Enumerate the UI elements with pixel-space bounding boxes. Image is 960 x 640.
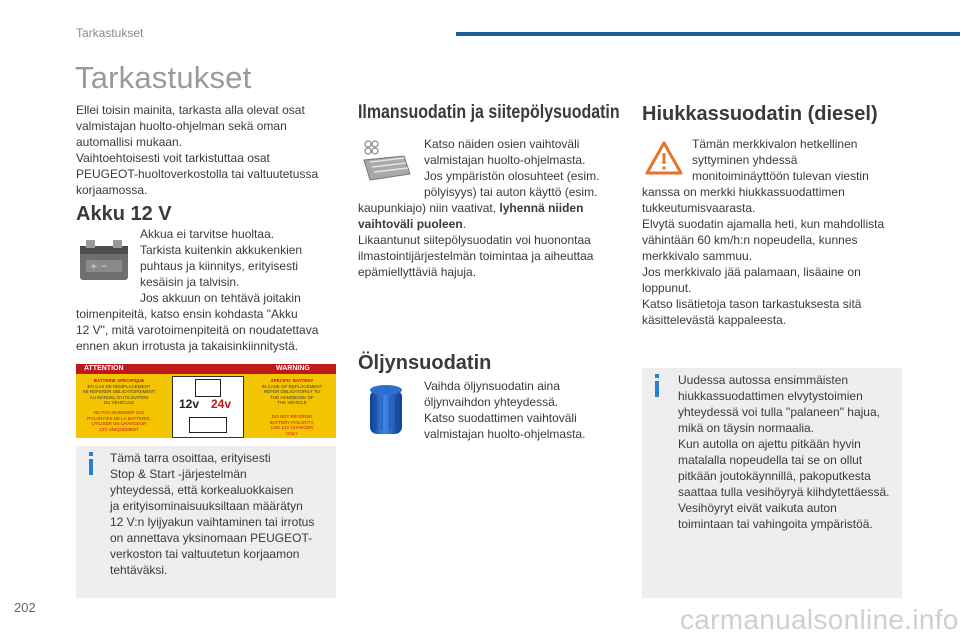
info-icon: [86, 452, 104, 476]
diesel-info-box: [642, 368, 902, 598]
oil-filter-text: Vaihda öljynsuodatin aina öljynvaihdon yhteydessä. Katso suodattimen vaihtoväli valmistajan huolto-ohjelmasta.: [424, 379, 586, 441]
diesel-filter-heading: Hiukkassuodatin (diesel): [642, 103, 878, 125]
label-left-bottom: NE PAS INVERSER LES POLARITES DE LA BATTERIE, UTILISER UN CHARGEUR 12V UNIQUEMENT: [87, 410, 151, 432]
page-number: 202: [14, 600, 36, 615]
oil-filter-heading: Öljynsuodatin: [358, 352, 492, 374]
info-icon: [652, 374, 670, 398]
oil-filter-icon: [364, 382, 410, 438]
air-filter-heading: Ilmansuodatin ja siitepölysuodatin: [358, 102, 620, 123]
warning-triangle-icon: [644, 140, 684, 176]
watermark: carmanualsonline.info: [680, 604, 959, 635]
header-rule: [456, 32, 960, 36]
air-filter-text-indent: Katso näiden osien vaihtoväli valmistajan huolto-ohjelmasta. Jos ympäristön olosuhteet (esim. pölyisyys) tai auton käyttö (esim.: [424, 137, 600, 199]
running-header: Tarkastukset: [76, 26, 144, 40]
battery-info-box: [76, 446, 336, 598]
intro-paragraph: Ellei toisin mainita, tarkasta alla olevat osat valmistajan huolto-ohjelman sekä oman automallisi mukaan. Vaihtoehtoisesti voit tarkistuttaa osat PEUGEOT-huoltoverkostolla tai valtuutetussa korjaamossa.: [76, 103, 319, 197]
battery-heading: Akku 12 V: [76, 203, 172, 225]
battery-text-rest: toimenpiteitä, katso ensin kohdasta "Akku 12 V", mitä varotoimenpiteitä on noudatettava ennen akun irrotusta ja takaisinkiinnitystä.: [76, 307, 319, 353]
label-left-top: BATTERIE SPECIFIQUE EN CAS DE REMPLACEMENT SE REFERER OBLIGATOIREMENT AU MANUEL D'UTILISATION DU VEHICULE: [82, 378, 156, 405]
diesel-info-text: Uudessa autossa ensimmäisten hiukkassuodattimen elvytystoimien yhteydessä voi tulla "palaneen" hajua, mikä on täysin normaalia. Kun autolla on ajettu pitkään hyvin matalalla nopeudella tai se on ollut pitkään joutokäynnillä, pakoputkesta saattaa tulla vesihöyryä kiihdytettäessä. Vesihöyryt eivät vaikuta auton toimintaan tai vahingoita ympäristöä.: [678, 373, 890, 531]
page-title: Tarkastukset: [75, 60, 252, 95]
cabin-filter-icon: [358, 138, 414, 186]
battery-warning-label: ATTENTION WARNING BATTERIE SPECIFIQUE EN CAS DE REMPLACEMENT SE REFERER OBLIGATOIREMENT AU MANUEL D'UTILISATION DU VEHICULE NE PAS INVERSER LES POLARITES DE LA BATTERIE, UTILISER UN CHARGEUR 12V UNIQUEMENT 12v 24v SPECIFIC BATTERY IN CASE OF REPLACEMENT REFER OBLIGATORILY TO THE HANDBOOK OF THE VEHICLE DO NOT REVERSE BATTERY POLARITY, USE 12V CHARGER ONLY: [76, 364, 336, 438]
air-filter-text-rest: kaupunkiajo) niin vaativat, lyhennä niiden vaihtoväli puoleen. Likaantunut siitepölysuodatin voi huonontaa ilmastointijärjestelmän toimintaa ja aiheuttaa epämiellyttäviä hajuja.: [358, 201, 594, 279]
diesel-text-rest: kanssa on merkki hiukkassuodattimen tukkeutumisvaarasta. Elvytä suodatin ajamalla heti, kun mahdollista vähintään 60 km/h:n nopeudella, kunnes merkkivalo sammuu. Jos merkkivalo jää palamaan, lisäaine on loppunut. Katso lisätietoja tason tarkastuksesta sitä käsittelevästä kappaleesta.: [642, 185, 885, 327]
label-right-bottom: DO NOT REVERSE BATTERY POLARITY, USE 12V CHARGER ONLY: [269, 414, 315, 436]
label-right-top: SPECIFIC BATTERY IN CASE OF REPLACEMENT REFER OBLIGATORILY TO THE HANDBOOK OF THE VEHICLE: [261, 378, 323, 405]
svg-text:+ −: + −: [90, 262, 108, 272]
battery-text-indent: Akkua ei tarvitse huoltaa. Tarkista kuitenkin akkukenkien puhtaus ja kiinnitys, erityisesti kesäisin ja talvisin. Jos akkuun on tehtävä joitakin: [140, 227, 303, 305]
battery-info-text: Tämä tarra osoittaa, erityisesti Stop & Start -järjestelmän yhteydessä, että korkealuokkaisen ja erityisominaisuuksiltaan määrätyn 12 V:n lyijyakun vaihtaminen tai irrotus on annettava yksinomaan PEUGEOT- verkoston tai valtuutetun korjaamon tehtäväksi.: [110, 451, 315, 577]
battery-icon: [76, 234, 132, 284]
label-center-panel: 12v 24v: [172, 376, 244, 438]
diesel-text-indent: Tämän merkkivalon hetkellinen syttyminen yhdessä monitoiminäyttöön tulevan viestin: [692, 137, 869, 183]
